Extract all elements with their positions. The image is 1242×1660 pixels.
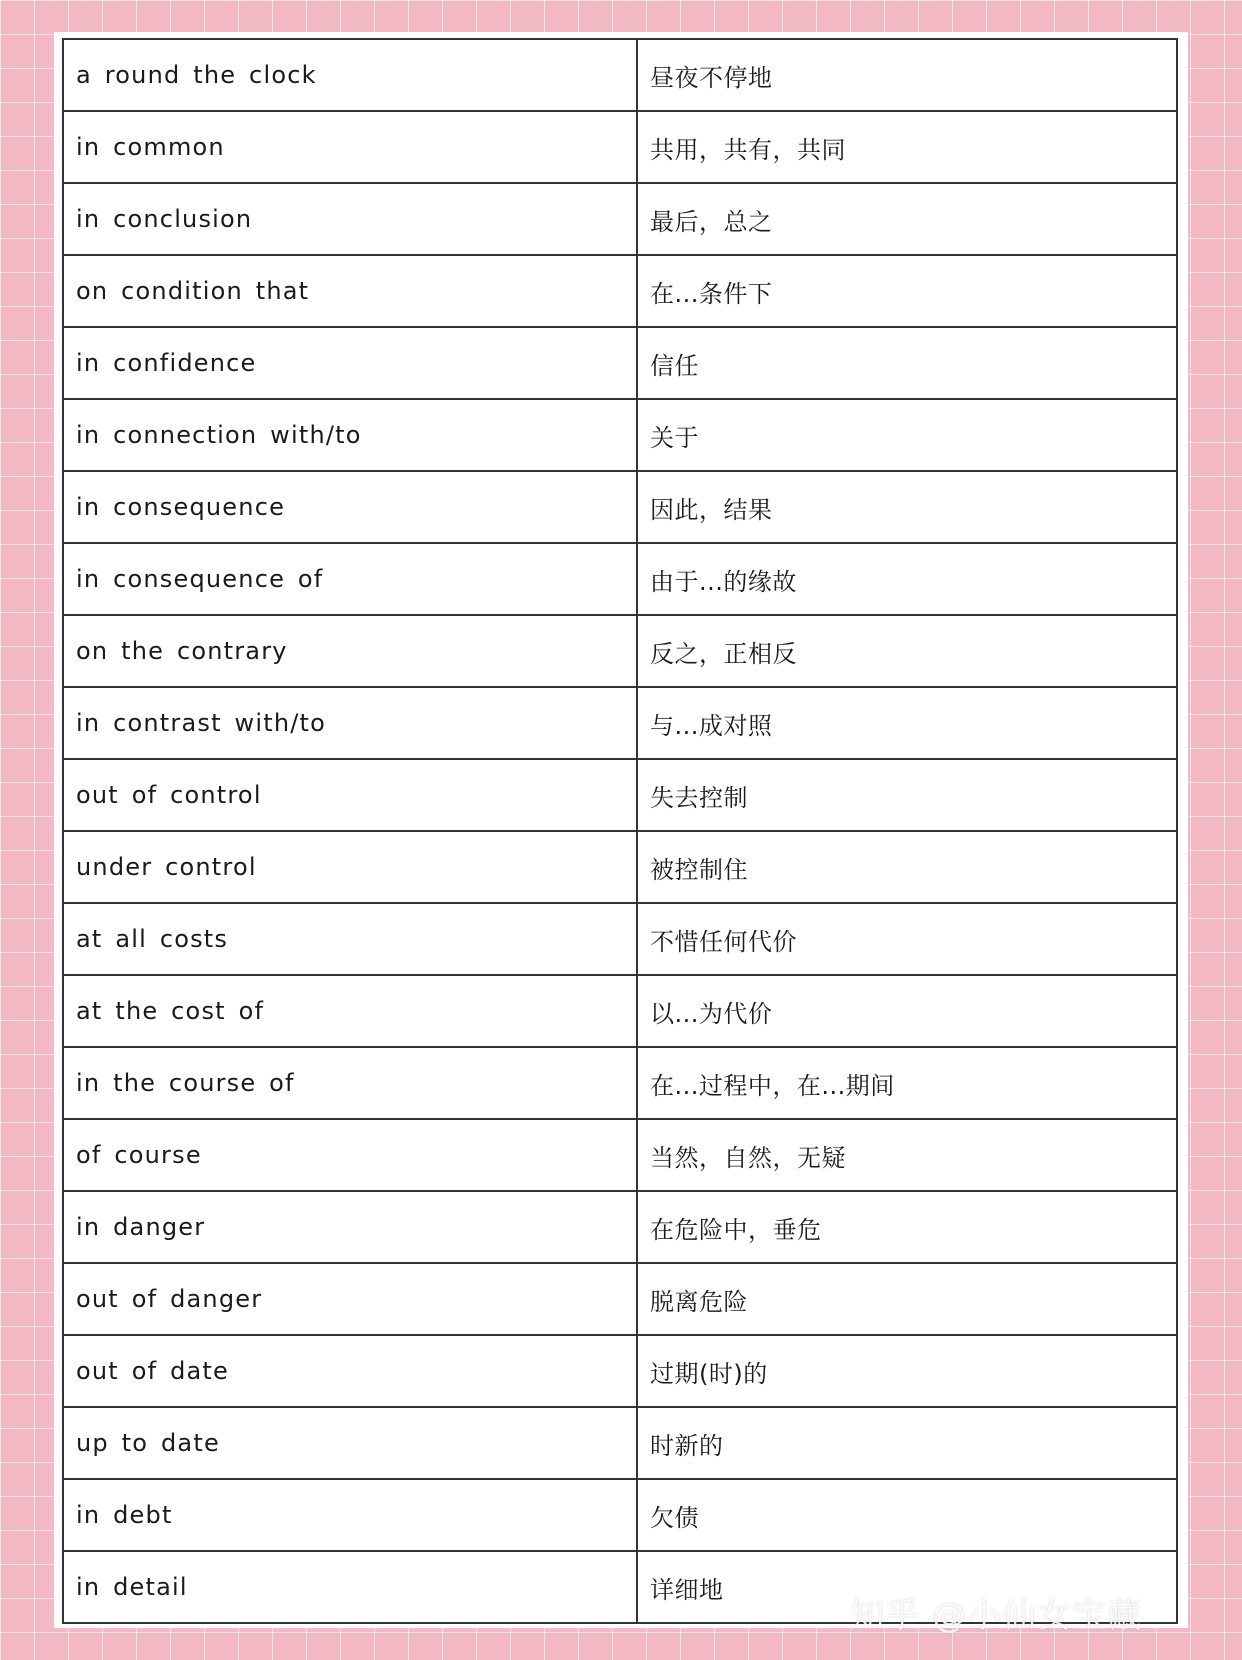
table-row: [63, 903, 1177, 975]
english-phrase: in contrast with/to: [63, 687, 637, 759]
chinese-meaning: 在...过程中，在...期间: [637, 1047, 1177, 1119]
chinese-meaning: 欠债: [637, 1479, 1177, 1551]
chinese-meaning: 反之，正相反: [637, 615, 1177, 687]
table-row: [63, 687, 1177, 759]
chinese-meaning: 最后，总之: [637, 183, 1177, 255]
chinese-meaning: 脱离危险: [637, 1263, 1177, 1335]
table-row: [63, 975, 1177, 1047]
table-row: [63, 543, 1177, 615]
english-phrase: in debt: [63, 1479, 637, 1551]
english-phrase: at the cost of: [63, 975, 637, 1047]
english-phrase: in consequence: [63, 471, 637, 543]
chinese-meaning: 失去控制: [637, 759, 1177, 831]
english-phrase: at all costs: [63, 903, 637, 975]
table-row: [63, 831, 1177, 903]
english-phrase: up to date: [63, 1407, 637, 1479]
english-phrase: in danger: [63, 1191, 637, 1263]
chinese-meaning: 信任: [637, 327, 1177, 399]
table-row: [63, 183, 1177, 255]
table-row: [63, 1479, 1177, 1551]
table-row: [63, 255, 1177, 327]
english-phrase: of course: [63, 1119, 637, 1191]
english-phrase: in detail: [63, 1551, 637, 1623]
table-row: [63, 111, 1177, 183]
english-phrase: in consequence of: [63, 543, 637, 615]
table-row: [63, 1407, 1177, 1479]
chinese-meaning: 昼夜不停地: [637, 39, 1177, 111]
english-phrase: out of danger: [63, 1263, 637, 1335]
chinese-meaning: 当然，自然，无疑: [637, 1119, 1177, 1191]
english-phrase: on condition that: [63, 255, 637, 327]
table-row: [63, 1263, 1177, 1335]
chinese-meaning: 时新的: [637, 1407, 1177, 1479]
table-row: [63, 471, 1177, 543]
table-row: [63, 399, 1177, 471]
chinese-meaning: 以...为代价: [637, 975, 1177, 1047]
english-phrase: a round the clock: [63, 39, 637, 111]
english-phrase: in confidence: [63, 327, 637, 399]
english-phrase: on the contrary: [63, 615, 637, 687]
english-phrase: out of control: [63, 759, 637, 831]
table-row: [63, 759, 1177, 831]
table-row: [63, 1335, 1177, 1407]
english-phrase: in conclusion: [63, 183, 637, 255]
english-phrase: in common: [63, 111, 637, 183]
chinese-meaning: 过期(时)的: [637, 1335, 1177, 1407]
chinese-meaning: 不惜任何代价: [637, 903, 1177, 975]
table-row: [63, 1191, 1177, 1263]
table-row: [63, 1047, 1177, 1119]
table-row: [63, 39, 1177, 111]
chinese-meaning: 在危险中，垂危: [637, 1191, 1177, 1263]
chinese-meaning: 被控制住: [637, 831, 1177, 903]
chinese-meaning: 与...成对照: [637, 687, 1177, 759]
watermark: 知乎 @小仙女宝藏: [850, 1596, 1142, 1636]
chinese-meaning: 关于: [637, 399, 1177, 471]
chinese-meaning: 在...条件下: [637, 255, 1177, 327]
chinese-meaning: 共用，共有，共同: [637, 111, 1177, 183]
table-row: [63, 1119, 1177, 1191]
english-phrase: out of date: [63, 1335, 637, 1407]
english-phrase: in connection with/to: [63, 399, 637, 471]
english-phrase: in the course of: [63, 1047, 637, 1119]
chinese-meaning: 因此，结果: [637, 471, 1177, 543]
english-phrase: under control: [63, 831, 637, 903]
chinese-meaning: 详细地: [637, 1551, 1177, 1623]
table-row: [63, 615, 1177, 687]
table-row: [63, 327, 1177, 399]
phrase-table: [62, 38, 1178, 1624]
chinese-meaning: 由于...的缘故: [637, 543, 1177, 615]
phrase-card: [54, 32, 1188, 1628]
